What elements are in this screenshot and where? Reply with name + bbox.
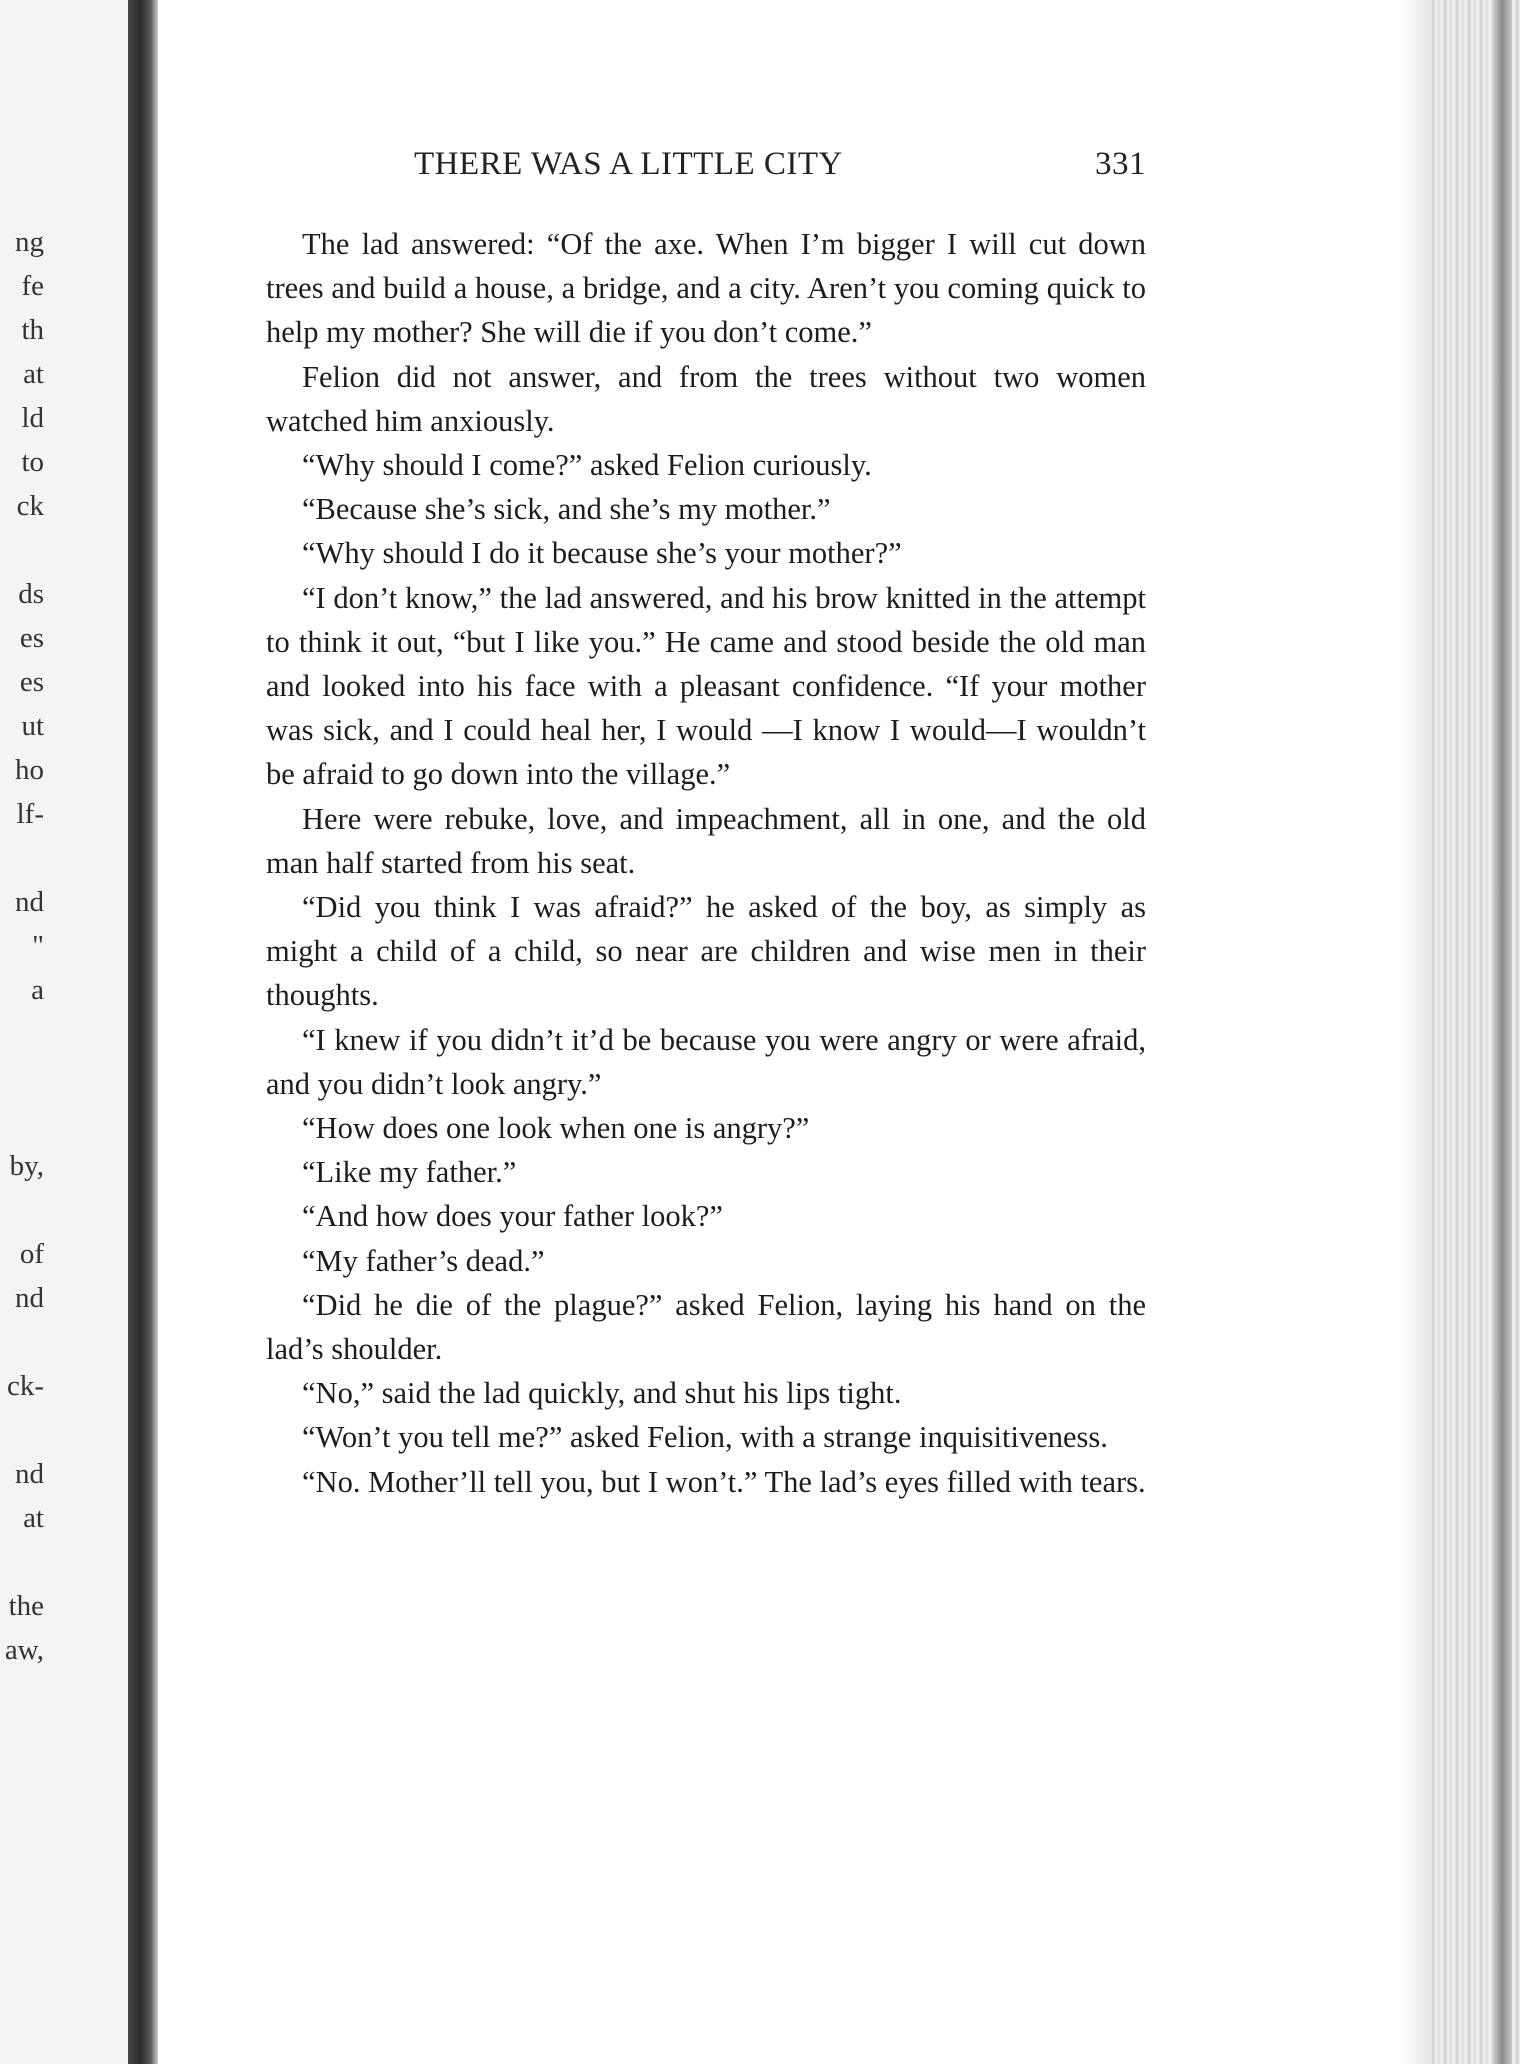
left-page-fragment: nd [15,1458,44,1490]
left-page-fragment: at [23,358,44,390]
left-page-fragment: at [23,1502,44,1534]
left-page-fragment: ho [15,754,44,786]
paragraph: Here were rebuke, love, and impeachment, all in one, and the old man half started from his seat. [266,801,1146,880]
paragraph: The lad answered: “Of the axe. When I’m bigger I will cut down trees and build a house, a bridge, and a city. Aren’t you coming quick to help my mother? She will die if you don’t come.” [266,227,1146,350]
paragraph: “Did you think I was afraid?” he asked of the boy, as simply as might a child of a child, so near are children and wise men in their thoughts. [266,890,1146,1013]
left-facing-page [0,0,128,2064]
left-page-fragment: es [19,622,44,654]
paragraph: “My father’s dead.” [302,1243,545,1278]
body-text [266,222,1146,1504]
left-page-fragment: of [19,1238,44,1270]
left-page-fragment: ut [21,710,44,742]
paragraph: “Why should I do it because she’s your mother?” [302,536,902,571]
paragraph: “How does one look when one is angry?” [302,1111,810,1146]
paragraph: Felion did not answer, and from the trees without two women watched him anxiously. [266,359,1146,438]
paragraph: “Did he die of the plague?” asked Felion, laying his hand on the lad’s shoulder. [266,1287,1146,1367]
left-page-fragment: ld [21,402,44,434]
page-number: 331 [1095,146,1146,182]
paragraph: “Won’t you tell me?” asked Felion, with a strange inquisitiveness. [302,1420,1108,1455]
left-page-fragment: ng [15,226,44,258]
paragraph: “Because she’s sick, and she’s my mother.” [302,492,831,527]
running-head [266,146,1146,194]
left-page-fragment: the [8,1590,44,1622]
left-page-fragment: th [21,314,44,346]
left-page-fragment: nd [15,1282,44,1314]
page-edge-band [1492,0,1512,2064]
page-edge-shade [1400,0,1432,2064]
paragraph: “I don’t know,” the lad answered, and his brow knitted in the attempt to think it out, “but I like you.” He came and stood beside the old man and looked into his face with a pleasant confidence. “If your mother was sick, and I could heal her, I would —I know I would—I wouldn’t be afraid to go down into the village.” [266,580,1146,792]
left-page-fragment: aw, [4,1634,44,1666]
left-page-fragment: by, [9,1150,44,1182]
running-head-title: THERE WAS A LITTLE CITY [414,146,843,182]
left-page-fragment: ck- [6,1370,44,1402]
paragraph: “Why should I come?” asked Felion curiously. [302,448,872,483]
left-page-fragment: ck [16,490,44,522]
left-page-fragment: fe [21,270,44,302]
left-page-fragment: lf- [16,798,44,830]
book-gutter [128,0,158,2064]
left-page-fragment: a [31,974,44,1006]
left-page-fragment: to [21,446,44,478]
left-page-fragment: ds [18,578,44,610]
page-stack-edge [1400,0,1520,2064]
paragraph: “No. Mother’ll tell you, but I won’t.” The lad’s eyes filled with tears. [302,1464,1146,1499]
paragraph: “And how does your father look?” [302,1199,723,1234]
paragraph: “I knew if you didn’t it’d be because you were angry or were afraid, and you didn’t look angry.” [266,1022,1146,1101]
left-page-fragment: nd [15,886,44,918]
left-page-fragment: " [32,930,44,962]
paragraph: “No,” said the lad quickly, and shut his lips tight. [302,1376,902,1411]
paragraph: “Like my father.” [302,1155,517,1190]
left-page-fragment: es [19,666,44,698]
